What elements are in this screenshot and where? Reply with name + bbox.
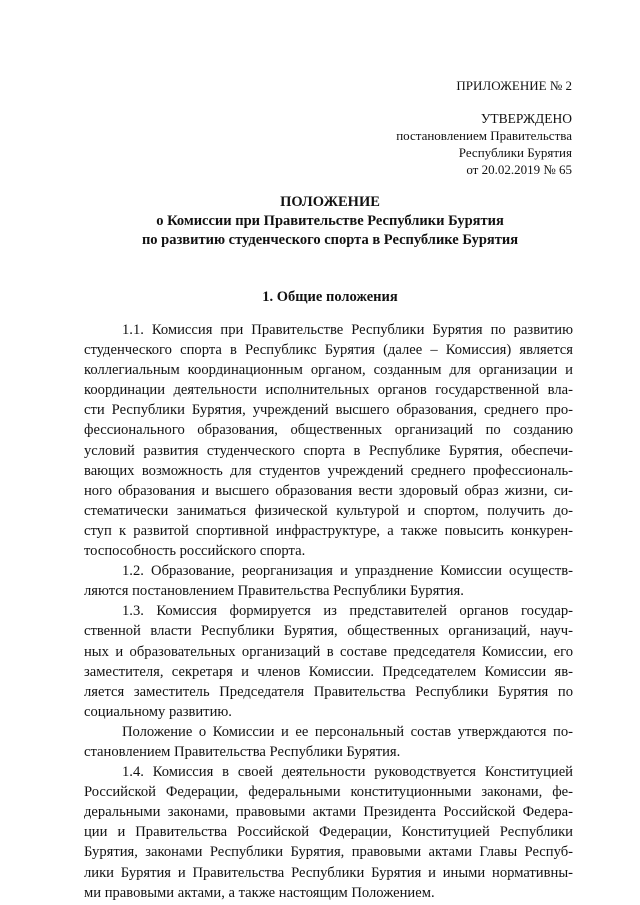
text-line: ступ к развитой спортивной инфраструктуре, а также повысить конкурен- (84, 522, 573, 539)
text-line: социальному развитию. (84, 703, 232, 720)
text-line: ми правовыми актами, а также настоящим Положением. (84, 884, 435, 901)
appendix-label: ПРИЛОЖЕНИЕ № 2 (456, 78, 572, 93)
approved-republic-line: Республики Бурятия (458, 145, 572, 160)
text-line: ции и Правительства Российской Федерации, Конституцией Республики (84, 824, 573, 841)
text-line: ляется заместитель Председателя Правительства Республики Бурятия по (84, 683, 573, 700)
text-line: лики Бурятия и Правительства Республики Бурятия и иными нормативны- (84, 864, 573, 881)
title-line-2: о Комиссии при Правительстве Республики Бурятия (156, 213, 504, 229)
text-line: деральными законами, правовыми актами Президента Российской Федера- (84, 804, 573, 821)
text-line: студенческого спорта в Республикс Бурятия (далее – Комиссия) является (84, 342, 573, 359)
text-line: Российской Федерации, федеральными конституционными законами, фе- (84, 784, 573, 801)
text-line: ляются постановлением Правительства Республики Бурятия. (84, 583, 464, 600)
approved-label: УТВЕРЖДЕНО (480, 111, 572, 126)
text-line: 1.4. Комиссия в своей деятельности руководствуется Конституцией (122, 764, 573, 781)
text-line: тоспособность российского спорта. (84, 543, 306, 560)
approved-by-line: постановлением Правительства (396, 128, 572, 143)
text-line: коллегиальным координационным органом, созданным для организации и (84, 362, 573, 379)
body-text (84, 320, 573, 903)
title-line-3: по развитию студенческого спорта в Республике Бурятия (141, 232, 519, 248)
text-line: стематически заниматься физической культурой и спортом, получить до- (84, 502, 573, 519)
section-heading: 1. Общие положения (262, 289, 398, 305)
text-line: Бурятия, законами Республики Бурятия, правовыми актами Главы Респуб- (84, 844, 573, 861)
text-line: сти Республики Бурятия, учреждений высшего образования, среднего про- (84, 402, 573, 419)
approved-date-number: от 20.02.2019 № 65 (466, 162, 572, 177)
text-line: условий развития студенческого спорта в Республике Бурятия, обеспечи- (84, 442, 573, 459)
text-line: ственной власти Республики Бурятия, общественных организаций, науч- (84, 623, 573, 640)
approval-block (396, 110, 572, 178)
text-line: 1.3. Комиссия формируется из представителей органов государ- (122, 603, 573, 620)
text-line: координации деятельности исполнительных органов государственной вла- (84, 382, 573, 399)
text-line: ных и образовательных организаций в составе председателя Комиссии, его (84, 643, 573, 660)
text-line: 1.1. Комиссия при Правительстве Республики Бурятия по развитию (122, 322, 573, 338)
text-line: вающих возможность для студентов учреждений среднего профессиональ- (84, 462, 573, 479)
text-line: 1.2. Образование, реорганизация и упразднение Комиссии осуществ- (122, 563, 573, 580)
text-line: заместителя, секретаря и членов Комиссии. Председателем Комиссии яв- (84, 663, 573, 680)
text-line: становлением Правительства Республики Бурятия. (84, 743, 401, 760)
document-title (80, 193, 580, 250)
text-line: фессионального образования, общественных организаций по созданию (84, 422, 573, 439)
title-line-1: ПОЛОЖЕНИЕ (280, 194, 380, 210)
text-line: ного образования и высшего образования вести здоровый образ жизни, си- (84, 482, 573, 499)
text-line: Положение о Комиссии и ее персональный состав утверждаются по- (122, 723, 573, 740)
